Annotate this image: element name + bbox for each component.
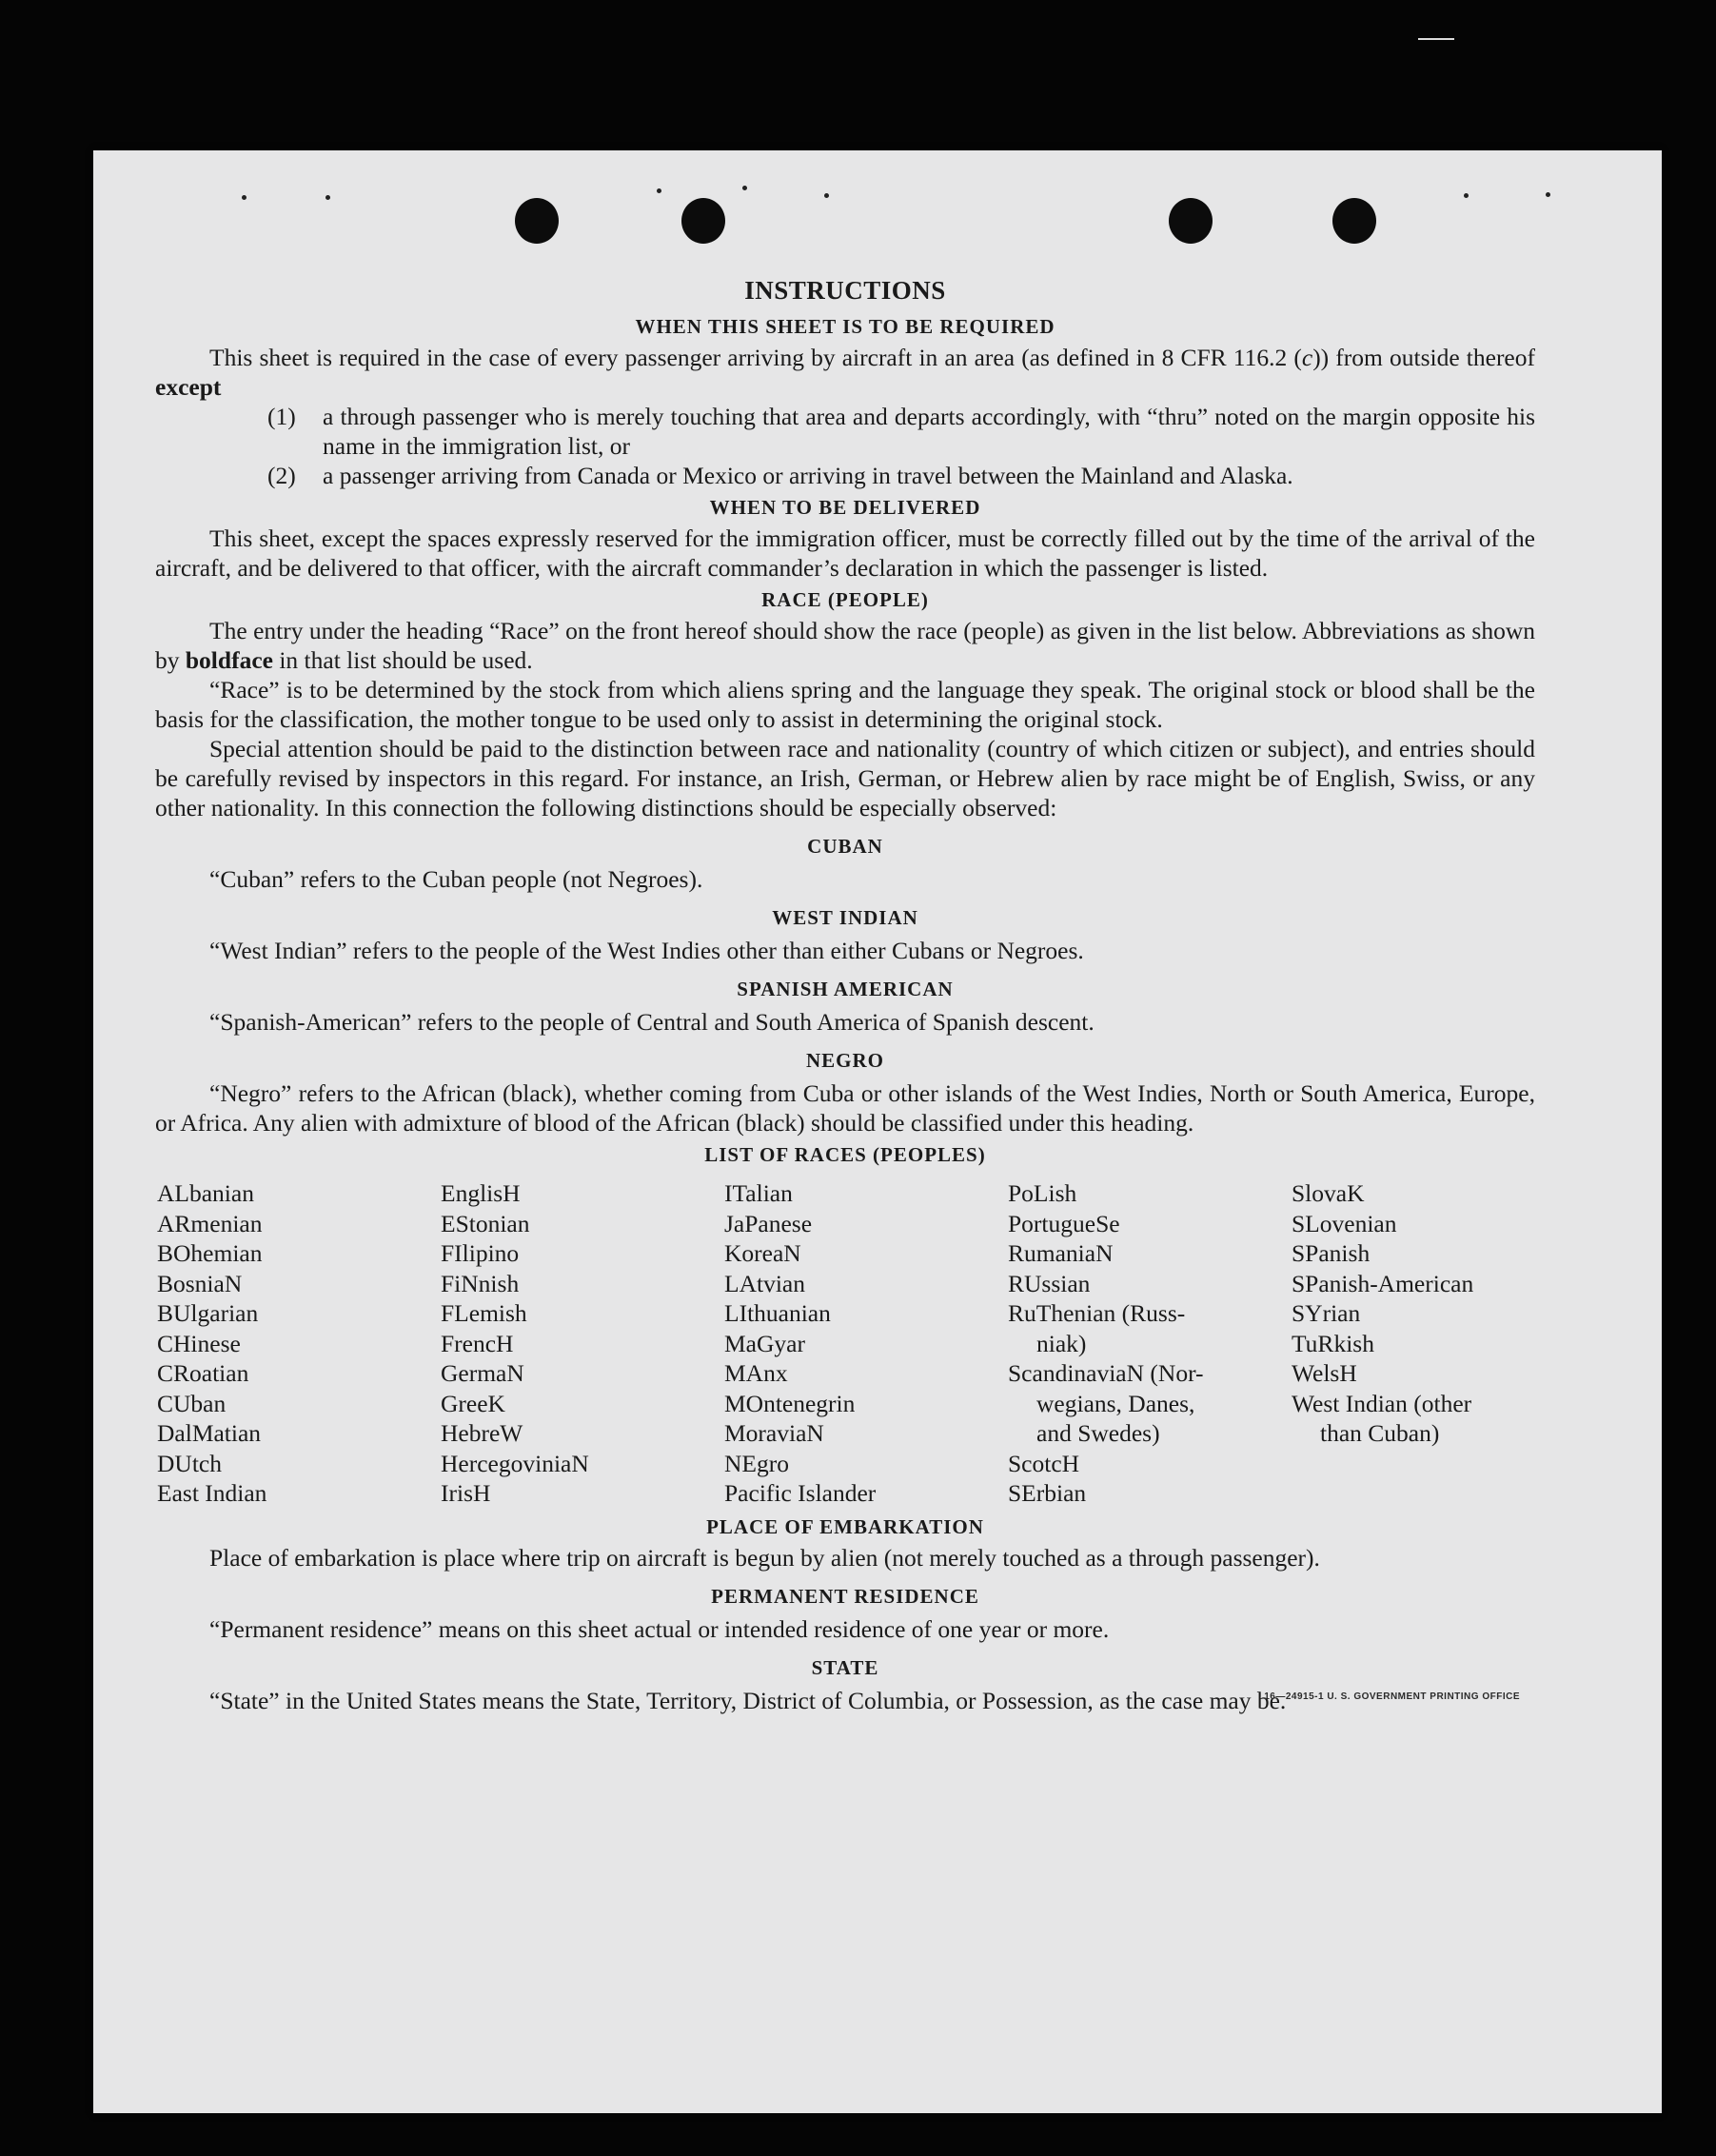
heading-place-of-embarkation: PLACE OF EMBARKATION [706, 1514, 984, 1538]
race-entry: FLemish [441, 1299, 527, 1327]
scan-speck [1546, 192, 1550, 197]
race-entry: RuThenian (Russ- [1008, 1299, 1186, 1327]
race-entry: KoreaN [724, 1239, 801, 1267]
race-entry: SErbian [1008, 1479, 1087, 1507]
scan-speck [742, 186, 747, 190]
spanish-american-text: “Spanish-American” refers to the people of Central and South America of Spanish descent. [209, 1008, 1095, 1036]
race-entry-continued: than Cuban) [1320, 1419, 1440, 1447]
race-entry: CUban [157, 1389, 227, 1417]
races-column [157, 1178, 441, 1509]
race-p1-boldface: boldface [185, 646, 273, 674]
race-entry: PoLish [1008, 1179, 1077, 1207]
exception-text: a passenger arriving from Canada or Mexico or arriving in travel between the Mainland and Alaska. [323, 462, 1293, 489]
exception-item [267, 461, 1535, 490]
race-entry: RumaniaN [1008, 1239, 1114, 1267]
race-entry-continued: and Swedes) [1036, 1419, 1160, 1447]
race-entry: TuRkish [1292, 1329, 1374, 1357]
race-entry: Pacific Islander [724, 1479, 877, 1507]
scan-speck [824, 193, 829, 198]
race-entry: NEgro [724, 1449, 789, 1477]
race-entry: ScandinaviaN (Nor- [1008, 1359, 1204, 1387]
race-entry: DalMatian [157, 1419, 262, 1447]
race-entry: MaGyar [724, 1329, 805, 1357]
race-entry: IrisH [441, 1479, 491, 1507]
race-entry: PortugueSe [1008, 1209, 1120, 1237]
when-required-intro [155, 343, 1535, 402]
races-column [1292, 1178, 1539, 1509]
punch-hole [1332, 198, 1376, 244]
race-entry: ALbanian [157, 1179, 254, 1207]
race-p1-text: The entry under the heading “Race” on the front hereof should show the race (people) as given in the list below. Abbreviations as shown by [155, 617, 1535, 674]
race-paragraph-1 [155, 616, 1535, 675]
heading-when-delivered: WHEN TO BE DELIVERED [709, 496, 981, 519]
race-entry: EStonian [441, 1209, 530, 1237]
page-title: INSTRUCTIONS [744, 276, 946, 305]
races-column [724, 1178, 1008, 1509]
instructions-content [155, 274, 1535, 1715]
race-entry: BosniaN [157, 1269, 243, 1297]
permanent-residence-text: “Permanent residence” means on this sheet actual or intended residence of one year or more. [209, 1614, 1110, 1643]
heading-list-of-races: LIST OF RACES (PEOPLES) [704, 1143, 986, 1166]
race-entry: FiNnish [441, 1269, 520, 1297]
cuban-text: “Cuban” refers to the Cuban people (not Negroes). [209, 865, 703, 893]
intro-except: except [155, 373, 222, 401]
scan-speck [1464, 193, 1469, 198]
race-entry: SYrian [1292, 1299, 1361, 1327]
race-entry: LIthuanian [724, 1299, 831, 1327]
heading-when-required: WHEN THIS SHEET IS TO BE REQUIRED [635, 315, 1055, 338]
race-entry: East Indian [157, 1479, 267, 1507]
intro-text-post: )) from outside thereof [1312, 344, 1535, 371]
race-entry: West Indian (other [1292, 1389, 1472, 1417]
exception-text: a through passenger who is merely touching that area and departs accordingly, with “thru” noted on the margin opposite his name in the immigration list, or [323, 403, 1535, 460]
race-entry: HebreW [441, 1419, 523, 1447]
race-entry: SlovaK [1292, 1179, 1365, 1207]
race-entry: GreeK [441, 1389, 505, 1417]
exception-item [267, 402, 1535, 461]
scan-speck [242, 195, 247, 200]
races-list [157, 1178, 1535, 1509]
races-column [441, 1178, 724, 1509]
heading-race: RACE (PEOPLE) [761, 588, 929, 611]
heading-cuban: CUBAN [807, 835, 883, 858]
race-paragraph-2: “Race” is to be determined by the stock from which aliens spring and the language they speak. The original stock or blood shall be the basis for the classification, the mother tongue to be used only to assist in determining the original stock. [155, 676, 1535, 733]
place-of-embarkation-text: Place of embarkation is place where trip on aircraft is begun by alien (not merely touched as a through passenger). [209, 1543, 1320, 1572]
when-delivered-text: This sheet, except the spaces expressly reserved for the immigration officer, must be correctly filled out by the time of the arrival of the aircraft, and be delivered to that officer, with the aircraft commander’s declaration in which the passenger is listed. [155, 524, 1535, 582]
negro-text: “Negro” refers to the African (black), whether coming from Cuba or other islands of the West Indies, North or South America, Europe, or Africa. Any alien with admixture of blood of the African (black) should be classified under this heading. [155, 1079, 1535, 1137]
race-entry: BOhemian [157, 1239, 263, 1267]
race-paragraph-3: Special attention should be paid to the distinction between race and nationality (country of which citizen or subject), and entries should be carefully revised by inspectors in this regard. For instance, an Irish, German, or Hebrew alien by race might be of English, Swiss, or any other nationality. In this connection the following distinctions should be especially observed: [155, 735, 1535, 821]
intro-text: This sheet is required in the case of every passenger arriving by aircraft in an area (as defined in 8 CFR 116.2 ( [209, 344, 1302, 371]
heading-permanent-residence: PERMANENT RESIDENCE [711, 1584, 979, 1608]
race-entry: JaPanese [724, 1209, 813, 1237]
race-entry: ARmenian [157, 1209, 263, 1237]
scan-speck [657, 188, 661, 193]
scan-speck [325, 195, 330, 200]
punch-hole [515, 198, 559, 244]
race-entry: CRoatian [157, 1359, 249, 1387]
race-entry: EnglisH [441, 1179, 521, 1207]
race-entry: MoraviaN [724, 1419, 824, 1447]
race-entry: DUtch [157, 1449, 222, 1477]
race-entry: WelsH [1292, 1359, 1357, 1387]
heading-negro: NEGRO [805, 1049, 884, 1072]
exception-number: (1) [267, 403, 296, 430]
race-entry: ScotcH [1008, 1449, 1080, 1477]
heading-west-indian: WEST INDIAN [772, 906, 918, 929]
printer-imprint: 16—24915-1 U. S. GOVERNMENT PRINTING OFFICE [1264, 1691, 1520, 1702]
race-p1-text-post: in that list should be used. [272, 646, 533, 674]
scan-edge-mark [1418, 38, 1454, 40]
race-entry: CHinese [157, 1329, 241, 1357]
race-entry: BUlgarian [157, 1299, 259, 1327]
race-entry: SPanish [1292, 1239, 1371, 1267]
race-entry: MAnx [724, 1359, 788, 1387]
race-entry: SPanish-American [1292, 1269, 1474, 1297]
race-entry: MOntenegrin [724, 1389, 856, 1417]
punch-hole [681, 198, 725, 244]
state-text: “State” in the United States means the State, Territory, District of Columbia, or Possession, as the case may be. [209, 1686, 1287, 1714]
race-entry: GermaN [441, 1359, 524, 1387]
race-entry: HercegoviniaN [441, 1449, 589, 1477]
intro-c: c [1301, 344, 1313, 371]
heading-spanish-american: SPANISH AMERICAN [737, 978, 954, 1000]
race-entry: ITalian [724, 1179, 793, 1207]
state-section [155, 1686, 1535, 1715]
west-indian-text: “West Indian” refers to the people of the West Indies other than either Cubans or Negroes. [209, 937, 1084, 964]
race-entry: FIlipino [441, 1239, 520, 1267]
race-entry: LAtvian [724, 1269, 805, 1297]
race-entry: SLovenian [1292, 1209, 1397, 1237]
race-entry: FrencH [441, 1329, 514, 1357]
race-entry-continued: wegians, Danes, [1036, 1389, 1195, 1417]
race-entry: RUssian [1008, 1269, 1091, 1297]
punch-hole [1169, 198, 1213, 244]
heading-state: STATE [811, 1655, 879, 1679]
race-entry-continued: niak) [1036, 1329, 1087, 1357]
races-column [1008, 1178, 1292, 1509]
exception-number: (2) [267, 462, 296, 489]
